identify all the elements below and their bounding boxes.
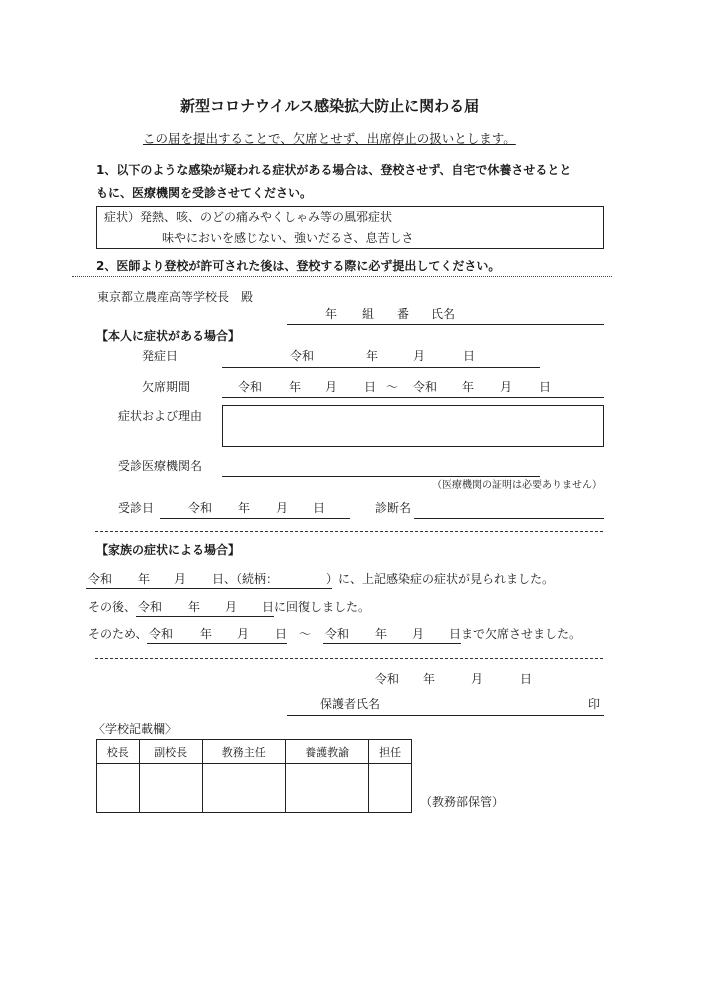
absence-from-year: 年 [289,380,302,394]
absence-to-day: 日 [539,380,552,394]
absence-to-era: 令和 [413,380,438,394]
stamp-cell[interactable] [202,764,285,813]
stamp-cell[interactable] [369,764,412,813]
table-header-cell: 担任 [369,740,412,764]
family-line3-to-underline[interactable] [323,643,461,644]
absence-to-month: 月 [500,380,513,394]
school-use-header: 〈学校記載欄〉 [93,722,178,736]
student-name-label: 氏名 [431,307,456,321]
section-divider-dotted [72,276,612,277]
storage-note: （教務部保管） [420,795,505,809]
family-line3-suffix: まで欠席させました。 [461,627,582,641]
section2: 2、医師より登校が許可された後は、登校する際に必ず提出してください。 [96,259,501,273]
institution-label: 受診医療機関名 [118,459,203,473]
institution-note: （医療機関の証明は必要ありません） [432,480,602,491]
table-header-cell: 養護教諭 [285,740,368,764]
family-case-header: 【家族の症状による場合】 [96,543,241,557]
student-year-label: 年 [325,307,338,321]
visit-year: 年 [238,501,251,515]
family-line1-relation: 日、（続柄： [212,572,279,586]
symptom-reason-field[interactable] [222,405,604,447]
family-line2-year: 年 [188,600,201,614]
signature-year: 年 [423,672,436,686]
absence-tilde: 〜 [386,380,399,394]
section1-line1: 1、以下のような感染が疑われる症状がある場合は、登校させず、自宅で休養させるとと [96,163,572,177]
onset-month: 月 [413,349,426,363]
absence-from-day: 日 [364,380,377,394]
onset-date-line[interactable] [222,367,540,368]
onset-label: 発症日 [142,349,179,363]
absence-period-line[interactable] [222,397,604,398]
subtitle: この届を提出することで、欠席とせず、出席停止の扱いとします。 [143,131,516,146]
family-line3-month: 月 [237,627,250,641]
family-line3-from-underline[interactable] [147,643,287,644]
table-header-cell: 校長 [97,740,140,764]
visit-month: 月 [276,501,289,515]
diagnosis-label: 診断名 [375,501,412,515]
family-line1-year: 年 [138,572,151,586]
symptoms-line2: 味やにおいを感じない、強いだるさ、息苦しさ [162,231,414,245]
visit-date-line[interactable] [160,518,350,519]
family-line3-day: 日 [275,627,288,641]
visit-label: 受診日 [118,501,155,515]
guardian-name-line[interactable] [287,715,604,716]
stamp-cell[interactable] [97,764,140,813]
guardian-name-label: 保護者氏名 [320,697,381,711]
seal-mark: 印 [588,697,601,711]
family-line3-era2: 令和 [325,627,350,641]
family-line2-month: 月 [225,600,238,614]
institution-line[interactable] [222,476,540,477]
family-line2-date-underline[interactable] [136,616,274,617]
family-line1-era: 令和 [88,572,113,586]
family-line2-era: 令和 [138,600,163,614]
family-line2-day: 日 [262,600,275,614]
family-line3-day2: 日 [449,627,462,641]
school-use-table [96,739,412,813]
section1-line2: もに、医療機関を受診させてください。 [96,186,313,200]
absence-from-era: 令和 [238,380,263,394]
family-line1-close: ）に、上記感染症の症状が見られました。 [326,572,555,586]
page-title: 新型コロナウイルス感染拡大防止に関わる届 [180,97,480,115]
divider-dashdot-1 [95,531,603,532]
family-line3-year2: 年 [375,627,388,641]
addressee: 東京都立農産高等学校長 殿 [97,290,254,304]
absence-label: 欠席期間 [142,380,191,394]
onset-year: 年 [366,349,379,363]
signature-day: 日 [520,672,533,686]
student-number-label: 番 [397,307,410,321]
student-info-line[interactable] [287,324,604,325]
family-line1-date-underline[interactable] [86,588,332,589]
divider-dashdot-2 [95,658,603,659]
symptom-reason-label: 症状および理由 [118,409,203,423]
family-line3-era: 令和 [149,627,174,641]
absence-from-month: 月 [325,380,338,394]
family-line2-suffix: に回復しました。 [274,600,371,614]
stamp-cell[interactable] [139,764,202,813]
table-header-cell: 副校長 [139,740,202,764]
onset-day: 日 [463,349,476,363]
symptoms-line1: 症状）発熱、咳、のどの痛みやくしゃみ等の風邪症状 [104,210,393,224]
self-case-header: 【本人に症状がある場合】 [96,329,241,343]
signature-era: 令和 [375,672,400,686]
onset-era: 令和 [290,349,315,363]
table-header-cell: 教務主任 [202,740,285,764]
visit-day: 日 [313,501,326,515]
signature-month: 月 [471,672,484,686]
student-class-label: 組 [362,307,375,321]
family-line3-month2: 月 [412,627,425,641]
stamp-cell[interactable] [285,764,368,813]
family-line2-prefix: その後、 [88,600,137,614]
family-line3-prefix: そのため、 [88,627,148,641]
absence-to-year: 年 [462,380,475,394]
diagnosis-line[interactable] [414,518,604,519]
family-line3-tilde: 〜 [299,627,312,641]
visit-era: 令和 [188,501,213,515]
family-line1-month: 月 [174,572,187,586]
family-line3-year: 年 [200,627,213,641]
